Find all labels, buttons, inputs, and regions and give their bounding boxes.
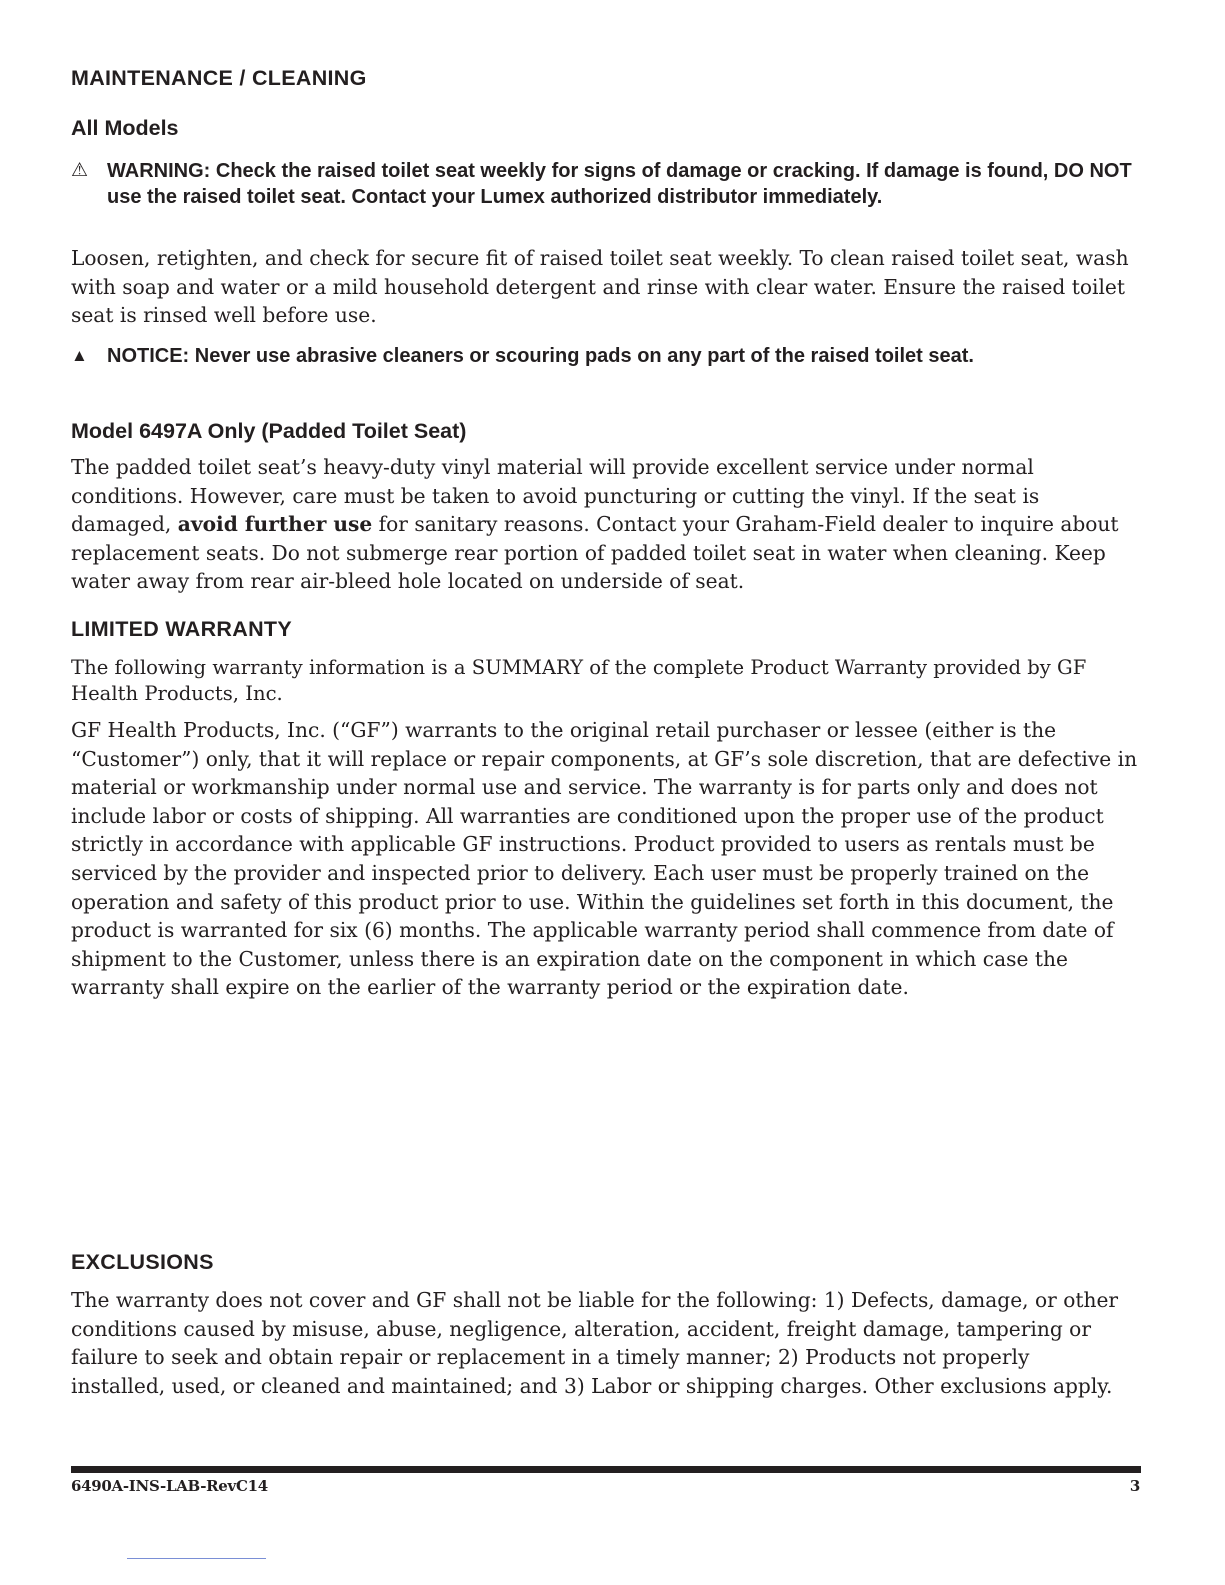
limited-warranty-heading: LIMITED WARRANTY (71, 617, 292, 641)
footer-divider (71, 1466, 1141, 1473)
warning-triangle-icon: ⚠ (71, 160, 89, 181)
notice-triangle-icon: ▲ (71, 346, 88, 365)
page-number: 3 (1129, 1477, 1140, 1495)
warranty-paragraph: GF Health Products, Inc. (“GF”) warrants to the original retail purchaser or lessee (either is the “Customer”) only, that it will replace or repair components, at GF’s sole discretion, that are defective in material or workmanship under normal use and service. The warranty is for parts only and does not include labor or costs of shipping. All warranties are conditioned upon the proper use of the product strictly in accordance with applicable GF instructions. Product provided to users as rentals must be serviced by the provider and inspected prior to delivery. Each user must be properly trained on the operation and safety of this product prior to use. Within the guidelines set forth in this document, the product is warranted for six (6) months. The applicable warranty period shall commence from date of shipment to the Customer, unless there is an expiration date on the component in which case the warranty shall expire on the earlier of the warranty period or the expiration date. (71, 718, 1138, 1000)
exclusions-heading: EXCLUSIONS (71, 1250, 214, 1274)
model-6497a-heading: Model 6497A Only (Padded Toilet Seat) (71, 419, 467, 443)
all-models-heading: All Models (71, 116, 179, 140)
bottom-divider-line (127, 1558, 266, 1559)
model-6497a-paragraph (71, 453, 1143, 596)
all-models-paragraph: Loosen, retighten, and check for secure fit of raised toilet seat weekly. To clean raised toilet seat, wash with soap and water or a mild household detergent and rinse with clear water. Ensure the raised toilet seat is rinsed well before use. (71, 246, 1129, 328)
maintenance-heading: MAINTENANCE / CLEANING (71, 66, 367, 90)
document-code: 6490A-INS-LAB-RevC14 (71, 1477, 268, 1495)
warning-callout (71, 158, 1141, 210)
model-6497a-text-end: for sanitary reasons. Contact your Graham-Field dealer to inquire about replacement seats. Do not submerge rear portion of padded toilet seat in water when cleaning. Keep water away from rear air-bleed hole located on underside of seat. (71, 512, 1119, 594)
avoid-further-use-emphasis: avoid further use (177, 512, 373, 537)
warning-text: WARNING: Check the raised toilet seat weekly for signs of damage or cracking. If damage is found, DO NOT use the raised toilet seat. Contact your Lumex authorized distributor immediately. (107, 160, 1132, 208)
warranty-summary: The following warranty information is a SUMMARY of the complete Product Warranty provided by GF Health Products, Inc. (71, 656, 1087, 705)
notice-text: NOTICE: Never use abrasive cleaners or scouring pads on any part of the raised toilet seat. (107, 345, 974, 367)
notice-callout (71, 343, 1141, 369)
exclusions-paragraph: The warranty does not cover and GF shall not be liable for the following: 1) Defects, damage, or other conditions caused by misuse, abuse, negligence, alteration, accident, freight damage, tampering or failure to seek and obtain repair or replacement in a timely manner; 2) Products not properly installed, used, or cleaned and maintained; and 3) Labor or shipping charges. Other exclusions apply. (71, 1288, 1119, 1398)
model-6497a-text-start: The padded toilet seat’s heavy-duty vinyl material will provide excellent service under normal conditions. However, care must be taken to avoid puncturing or cutting the vinyl. If the seat is damaged, (71, 455, 1040, 537)
